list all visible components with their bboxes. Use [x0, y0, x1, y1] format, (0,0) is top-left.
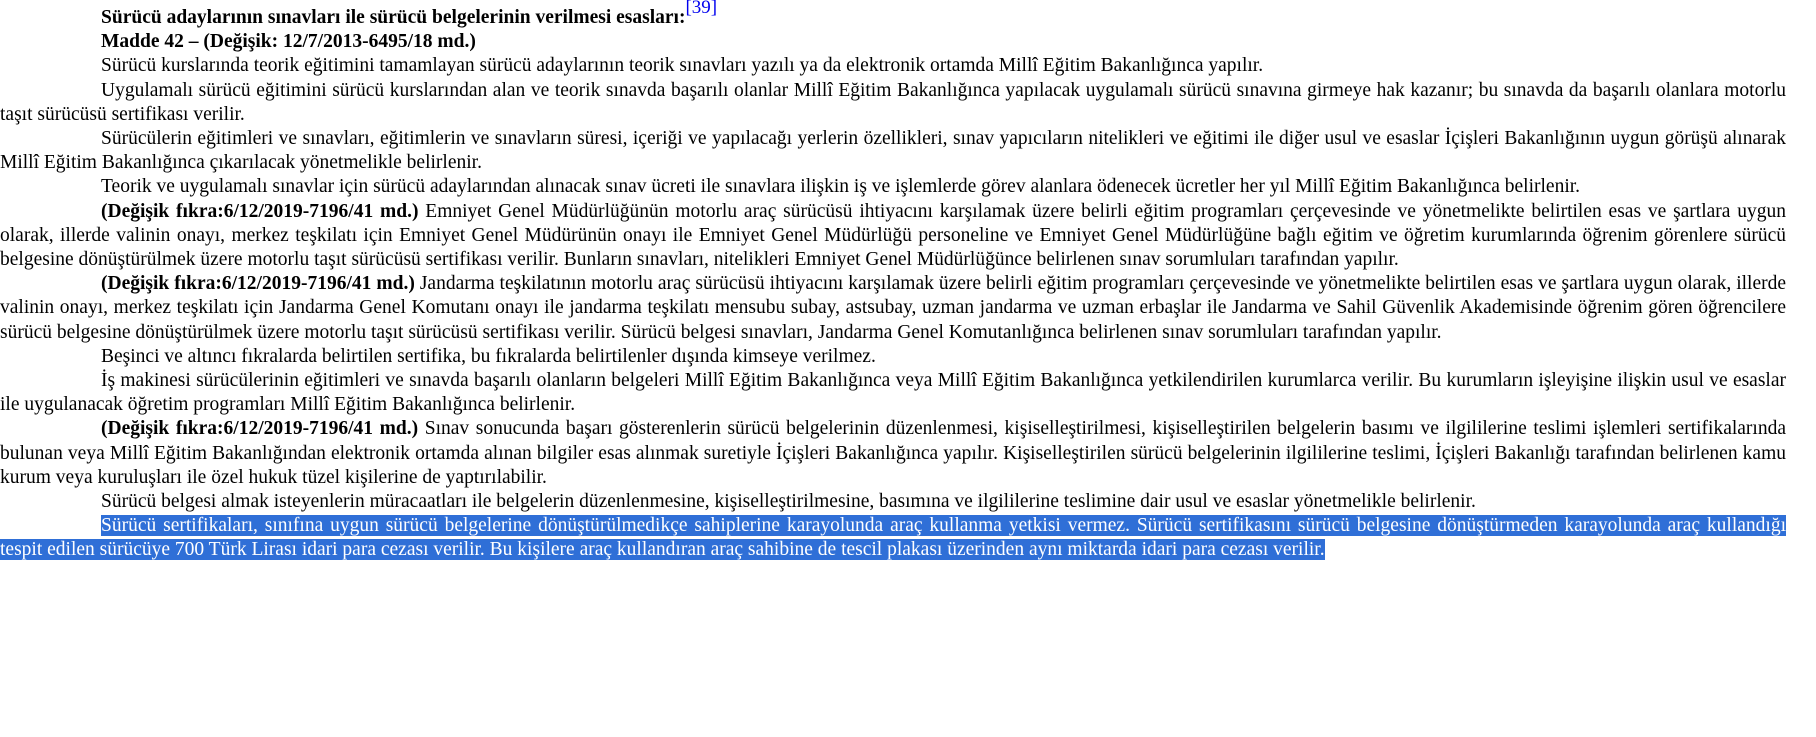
paragraph-5: [0, 200, 1786, 273]
paragraph-10: Sürücü belgesi almak isteyenlerin müracaatları ile belgelerin düzenlenmesine, kişiselleştirilmesine, basımına ve ilgililerine teslimine dair usul ve esaslar yönetmelikle belirlenir.: [101, 491, 1476, 513]
amendment-label: (Değişik fıkra:6/12/2019-7196/41 md.): [101, 200, 419, 222]
selected-text[interactable]: Sürücü sertifikaları, sınıfına uygun sürücü belgelerine dönüştürülmedikçe sahiplerine karayolunda araç kullanma yetkisi vermez. Sürücü sertifikasını sürücü belgesine dönüştürmeden karayolunda araç kullandığı tespit edilen sürücüye 700 Türk Lirası idari para cezası verilir. Bu kişilere araç kullandıran araç sahibine de tescil plakası üzerinden aynı miktarda idari para cezası verilir.: [0, 515, 1786, 561]
paragraph-8: İş makinesi sürücülerinin eğitimleri ve sınavda başarılı olanların belgeleri Millî Eğitim Bakanlığınca veya Millî Eğitim Bakanlığınca yetkilendirilen kurumlarca verilir. Bu kurumların işleyişine ilişkin usul ve esaslar ile uygulanacak öğretim programları Millî Eğitim Bakanlığınca belirlenir.: [0, 370, 1786, 416]
paragraph-11-selected[interactable]: [0, 514, 1786, 562]
paragraph-5-text: Emniyet Genel Müdürlüğünün motorlu araç sürücüsü ihtiyacını karşılamak üzere belirli eğitim programları çerçevesinde ve yönetmelikte belirtilen esas ve şartlara uygun olarak, illerde valinin onayı, merkez teşkilatı için Emniyet Genel Müdürünün onayı ile Emniyet Genel Müdürlüğü personeline ve Emniyet Genel Müdürlüğüne bağlı eğitim ve öğretim kurumlarında öğrenim görenlere sürücü belgesine dönüştürülmek üzere motorlu taşıt sürücüsü sertifikası verilir. Bunların sınavları, nitelikleri Emniyet Genel Müdürlüğünce belirlenen sınav sorumluları tarafından yapılır.: [0, 200, 1787, 271]
section-title: Sürücü adaylarının sınavları ile sürücü belgelerinin verilmesi esasları:: [101, 7, 686, 28]
article-number: Madde 42 – (Değişik: 12/7/2013-6495/18 md.): [101, 31, 476, 53]
paragraph-1: Sürücü kurslarında teorik eğitimini tamamlayan sürücü adaylarının teorik sınavları yazılı ya da elektronik ortamda Millî Eğitim Bakanlığınca yapılır.: [101, 55, 1264, 77]
paragraph-4: Teorik ve uygulamalı sınavlar için sürücü adaylarından alınacak sınav ücreti ile sınavlara ilişkin iş ve işlemlerde görev alanlara ödenecek ücretler her yıl Millî Eğitim Bakanlığınca belirlenir.: [101, 176, 1581, 198]
paragraph-7: Beşinci ve altıncı fıkralarda belirtilen sertifika, bu fıkralarda belirtilenler dışında kimseye verilmez.: [101, 345, 876, 367]
paragraph-9: [0, 417, 1786, 490]
paragraph-9-text: Sınav sonucunda başarı gösterenlerin sürücü belgelerinin düzenlenmesi, kişiselleştirilmesi, kişiselleştirilen belgelerin basımı ve ilgililerine teslimi işlemleri sertifikalarında bulunan veya Millî Eğitim Bakanlığından elektronik ortamda alınan bilgiler esas alınmak suretiyle İçişleri Bakanlığınca yapılır. Kişiselleştirilen sürücü belgelerinin ilgililerine teslimi, İçişleri Bakanlığı tarafından belirlenen kamu kurum veya kuruluşları ile özel hukuk tüzel kişilerine de yaptırılabilir.: [0, 418, 1786, 488]
paragraph-2: Uygulamalı sürücü eğitimini sürücü kurslarından alan ve teorik sınavda başarılı olanlar Millî Eğitim Bakanlığınca yapılacak uygulamalı sürücü sınavına girmeye hak kazanır; bu sınavda da başarılı olanlara motorlu taşıt sürücüsü sertifikası verilir.: [0, 79, 1786, 125]
paragraph-3: Sürücülerin eğitimleri ve sınavları, eğitimlerin ve sınavların süresi, içeriği ve yapılacağı yerlerin özellikleri, sınav yapıcıların nitelikleri ve eğitimi ile diğer usul ve esaslar İçişleri Bakanlığının uygun görüşü alınarak Millî Eğitim Bakanlığınca çıkarılacak yönetmelikle belirlenir.: [0, 128, 1786, 174]
amendment-label: (Değişik fıkra:6/12/2019-7196/41 md.): [101, 273, 415, 295]
paragraph-6: [0, 272, 1786, 345]
footnote-link[interactable]: [39]: [685, 0, 718, 18]
paragraph-6-text: Jandarma teşkilatının motorlu araç sürücüsü ihtiyacını karşılamak üzere belirli eğitim programları çerçevesinde ve yönetmelikte belirtilen esas ve şartlara uygun olarak, illerde valinin onayı, merkez teşkilatı için Jandarma Genel Komutanı onayı ile jandarma teşkilatı mensubu subay, astsubay, uzman jandarma ve uzman erbaşlar ile Jandarma ve Sahil Güvenlik Akademisinde öğrenim gören öğrencilere sürücü belgesine dönüştürülmek üzere motorlu taşıt sürücüsü sertifikası verilir. Sürücü belgesi sınavları, Jandarma Genel Komutanlığınca belirlenen sınav sorumluları tarafından yapılır.: [0, 273, 1787, 343]
amendment-label: (Değişik fıkra:6/12/2019-7196/41 md.): [101, 418, 419, 440]
article-heading: [0, 0, 1786, 30]
